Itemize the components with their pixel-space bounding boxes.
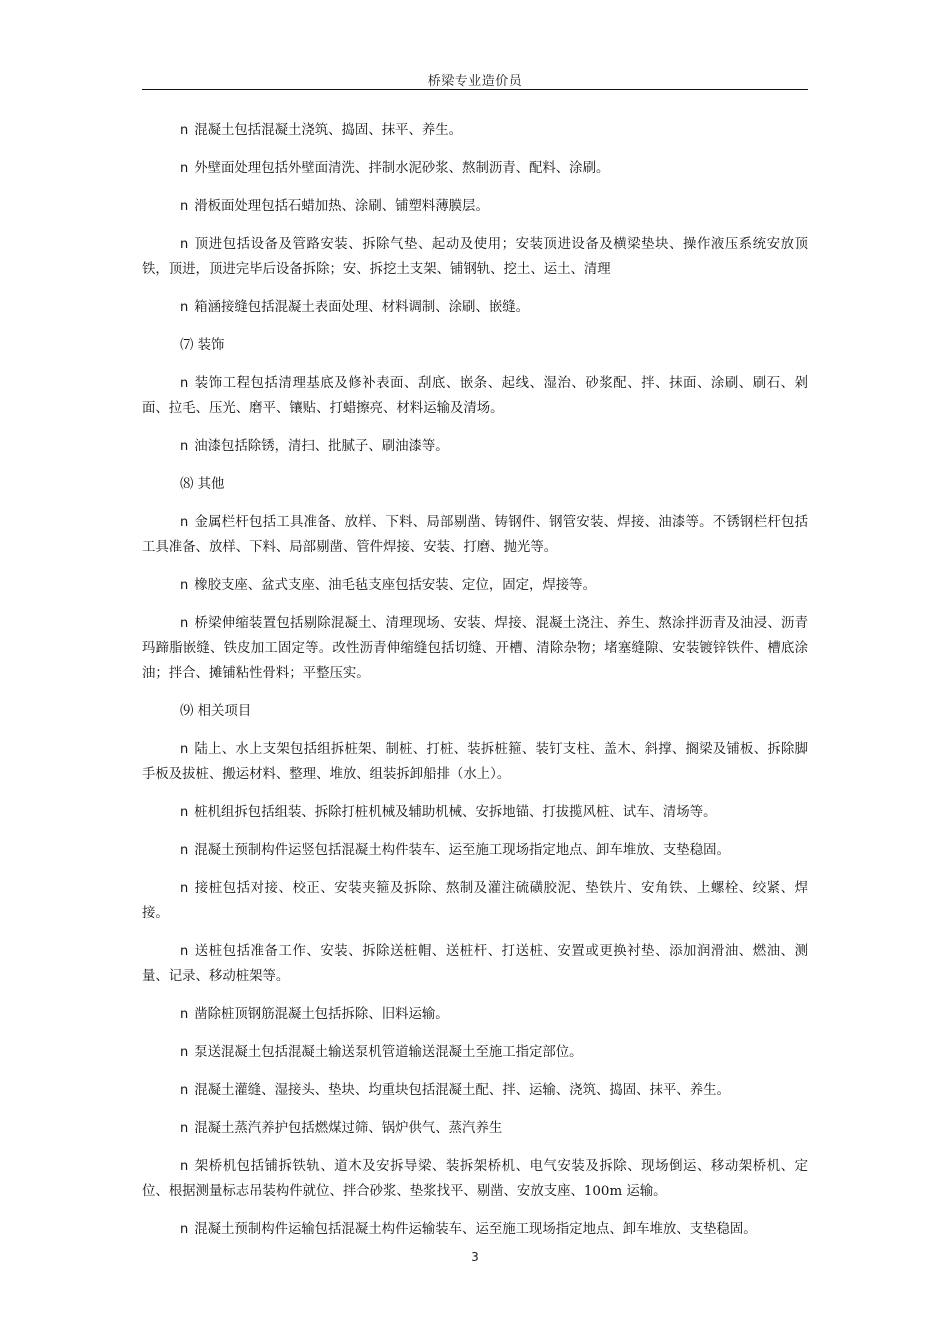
paragraph-text: ⑼ 相关项目 xyxy=(180,704,252,719)
paragraph-text: 混凝土包括混凝土浇筑、捣固、抹平、养生。 xyxy=(194,123,463,138)
bullet-marker: n xyxy=(180,376,189,391)
paragraph-text: 橡胶支座、盆式支座、油毛毡支座包括安装、定位，固定，焊接等。 xyxy=(194,578,596,593)
paragraph-text: 滑板面处理包括石蜡加热、涂刷、铺塑料薄膜层。 xyxy=(194,199,489,214)
bullet-marker: n xyxy=(180,161,189,176)
bullet-marker: n xyxy=(180,742,189,757)
bullet-marker: n xyxy=(180,944,189,959)
bullet-marker: n xyxy=(180,1159,189,1174)
bullet-marker: n xyxy=(180,843,189,858)
section-heading xyxy=(142,472,808,497)
list-item xyxy=(142,510,808,560)
paragraph-text: 架桥机包括铺拆铁轨、道木及安拆导梁、装拆架桥机、电气安装及拆除、现场倒运、移动架桥机、定位、根据测量标志吊装构件就位、拌合砂浆、垫浆找平、剔凿、安放支座、100m 运输。 xyxy=(142,1159,808,1199)
page-number: 3 xyxy=(471,1250,479,1264)
bullet-marker: n xyxy=(180,1045,189,1060)
paragraph-text: 顶进包括设备及管路安装、拆除气垫、起动及使用；安装顶进设备及横梁垫块、操作液压系统安放顶铁，顶进，顶进完毕后设备拆除；安、拆挖土支架、铺钢轨、挖土、运土、清理 xyxy=(142,237,808,277)
bullet-marker: n xyxy=(180,578,189,593)
bullet-marker: n xyxy=(180,881,189,896)
list-item xyxy=(142,1217,808,1242)
paragraph-text: 外壁面处理包括外壁面清洗、拌制水泥砂浆、熬制沥青、配料、涂刷。 xyxy=(194,161,610,176)
list-item xyxy=(142,1078,808,1103)
bullet-marker: n xyxy=(180,199,189,214)
bullet-marker: n xyxy=(180,439,189,454)
paragraph-text: 混凝土灌缝、湿接头、垫块、均重块包括混凝土配、拌、运输、浇筑、捣固、抹平、养生。 xyxy=(194,1083,730,1098)
paragraph-text: 箱涵接缝包括混凝土表面处理、材料调制、涂刷、嵌缝。 xyxy=(194,300,530,315)
bullet-marker: n xyxy=(180,300,189,315)
list-item xyxy=(142,939,808,989)
paragraph-text: 送桩包括准备工作、安装、拆除送桩帽、送桩杆、打送桩、安置或更换衬垫、添加润滑油、燃油、测量、记录、移动桩架等。 xyxy=(142,944,808,984)
page-header-title: 桥梁专业造价员 xyxy=(427,74,523,89)
list-item xyxy=(142,1040,808,1065)
paragraph-text: ⑺ 装饰 xyxy=(180,338,225,353)
list-item xyxy=(142,1154,808,1204)
bullet-marker: n xyxy=(180,1007,189,1022)
list-item xyxy=(142,156,808,181)
document-body xyxy=(142,118,808,1255)
list-item xyxy=(142,232,808,282)
paragraph-text: 接桩包括对接、校正、安装夹箍及拆除、熬制及灌注硫磺胶泥、垫铁片、安角铁、上螺栓、绞紧、焊接。 xyxy=(142,881,808,921)
bullet-marker: n xyxy=(180,1121,189,1136)
bullet-marker: n xyxy=(180,237,189,252)
paragraph-text: 金属栏杆包括工具准备、放样、下料、局部剔凿、铸钢件、钢管安装、焊接、油漆等。不锈钢栏杆包括工具准备、放样、下料、局部剔凿、管件焊接、安装、打磨、抛光等。 xyxy=(142,515,808,555)
paragraph-text: 混凝土蒸汽养护包括燃煤过筛、锅炉供气、蒸汽养生 xyxy=(194,1121,503,1136)
list-item xyxy=(142,118,808,143)
list-item xyxy=(142,1002,808,1027)
bullet-marker: n xyxy=(180,616,189,631)
list-item xyxy=(142,194,808,219)
list-item xyxy=(142,737,808,787)
list-item xyxy=(142,838,808,863)
list-item xyxy=(142,876,808,926)
list-item xyxy=(142,295,808,320)
list-item xyxy=(142,1116,808,1141)
section-heading xyxy=(142,699,808,724)
paragraph-text: 凿除桩顶钢筋混凝土包括拆除、旧料运输。 xyxy=(194,1007,449,1022)
paragraph-text: 混凝土预制构件运输包括混凝土构件运输装车、运至施工现场指定地点、卸车堆放、支垫稳固。 xyxy=(194,1222,757,1237)
bullet-marker: n xyxy=(180,1222,189,1237)
list-item xyxy=(142,800,808,825)
paragraph-text: 混凝土预制构件运竖包括混凝土构件装车、运至施工现场指定地点、卸车堆放、支垫稳固。 xyxy=(194,843,730,858)
header-divider xyxy=(142,89,808,90)
paragraph-text: 泵送混凝土包括混凝土输送泵机管道输送混凝土至施工指定部位。 xyxy=(194,1045,583,1060)
bullet-marker: n xyxy=(180,515,189,530)
paragraph-text: ⑻ 其他 xyxy=(180,477,225,492)
paragraph-text: 桩机组拆包括组装、拆除打桩机械及辅助机械、安拆地锚、打拔揽风桩、试车、清场等。 xyxy=(194,805,717,820)
paragraph-text: 油漆包括除锈，清扫、批腻子、刷油漆等。 xyxy=(194,439,449,454)
list-item xyxy=(142,371,808,421)
bullet-marker: n xyxy=(180,1083,189,1098)
paragraph-text: 桥梁伸缩装置包括剔除混凝土、清理现场、安装、焊接、混凝土浇注、养生、熬涂拌沥青及油浸、沥青玛蹄脂嵌缝、铁皮加工固定等。改性沥青伸缩缝包括切缝、开槽、清除杂物；堵塞缝隙、安装镀锌铁件、槽底涂油；拌合、摊铺粘性骨料；平整压实。 xyxy=(142,616,808,681)
bullet-marker: n xyxy=(180,123,189,138)
list-item xyxy=(142,573,808,598)
paragraph-text: 装饰工程包括清理基底及修补表面、刮底、嵌条、起线、湿治、砂浆配、拌、抹面、涂刷、刷石、剁面、拉毛、压光、磨平、镶贴、打蜡擦亮、材料运输及清场。 xyxy=(142,376,808,416)
list-item xyxy=(142,434,808,459)
section-heading xyxy=(142,333,808,358)
bullet-marker: n xyxy=(180,805,189,820)
paragraph-text: 陆上、水上支架包括组拆桩架、制桩、打桩、装拆桩箍、装钉支柱、盖木、斜撑、搁梁及铺板、拆除脚手板及拔桩、搬运材料、整理、堆放、组装拆卸船排（水上）。 xyxy=(142,742,808,782)
list-item xyxy=(142,611,808,686)
